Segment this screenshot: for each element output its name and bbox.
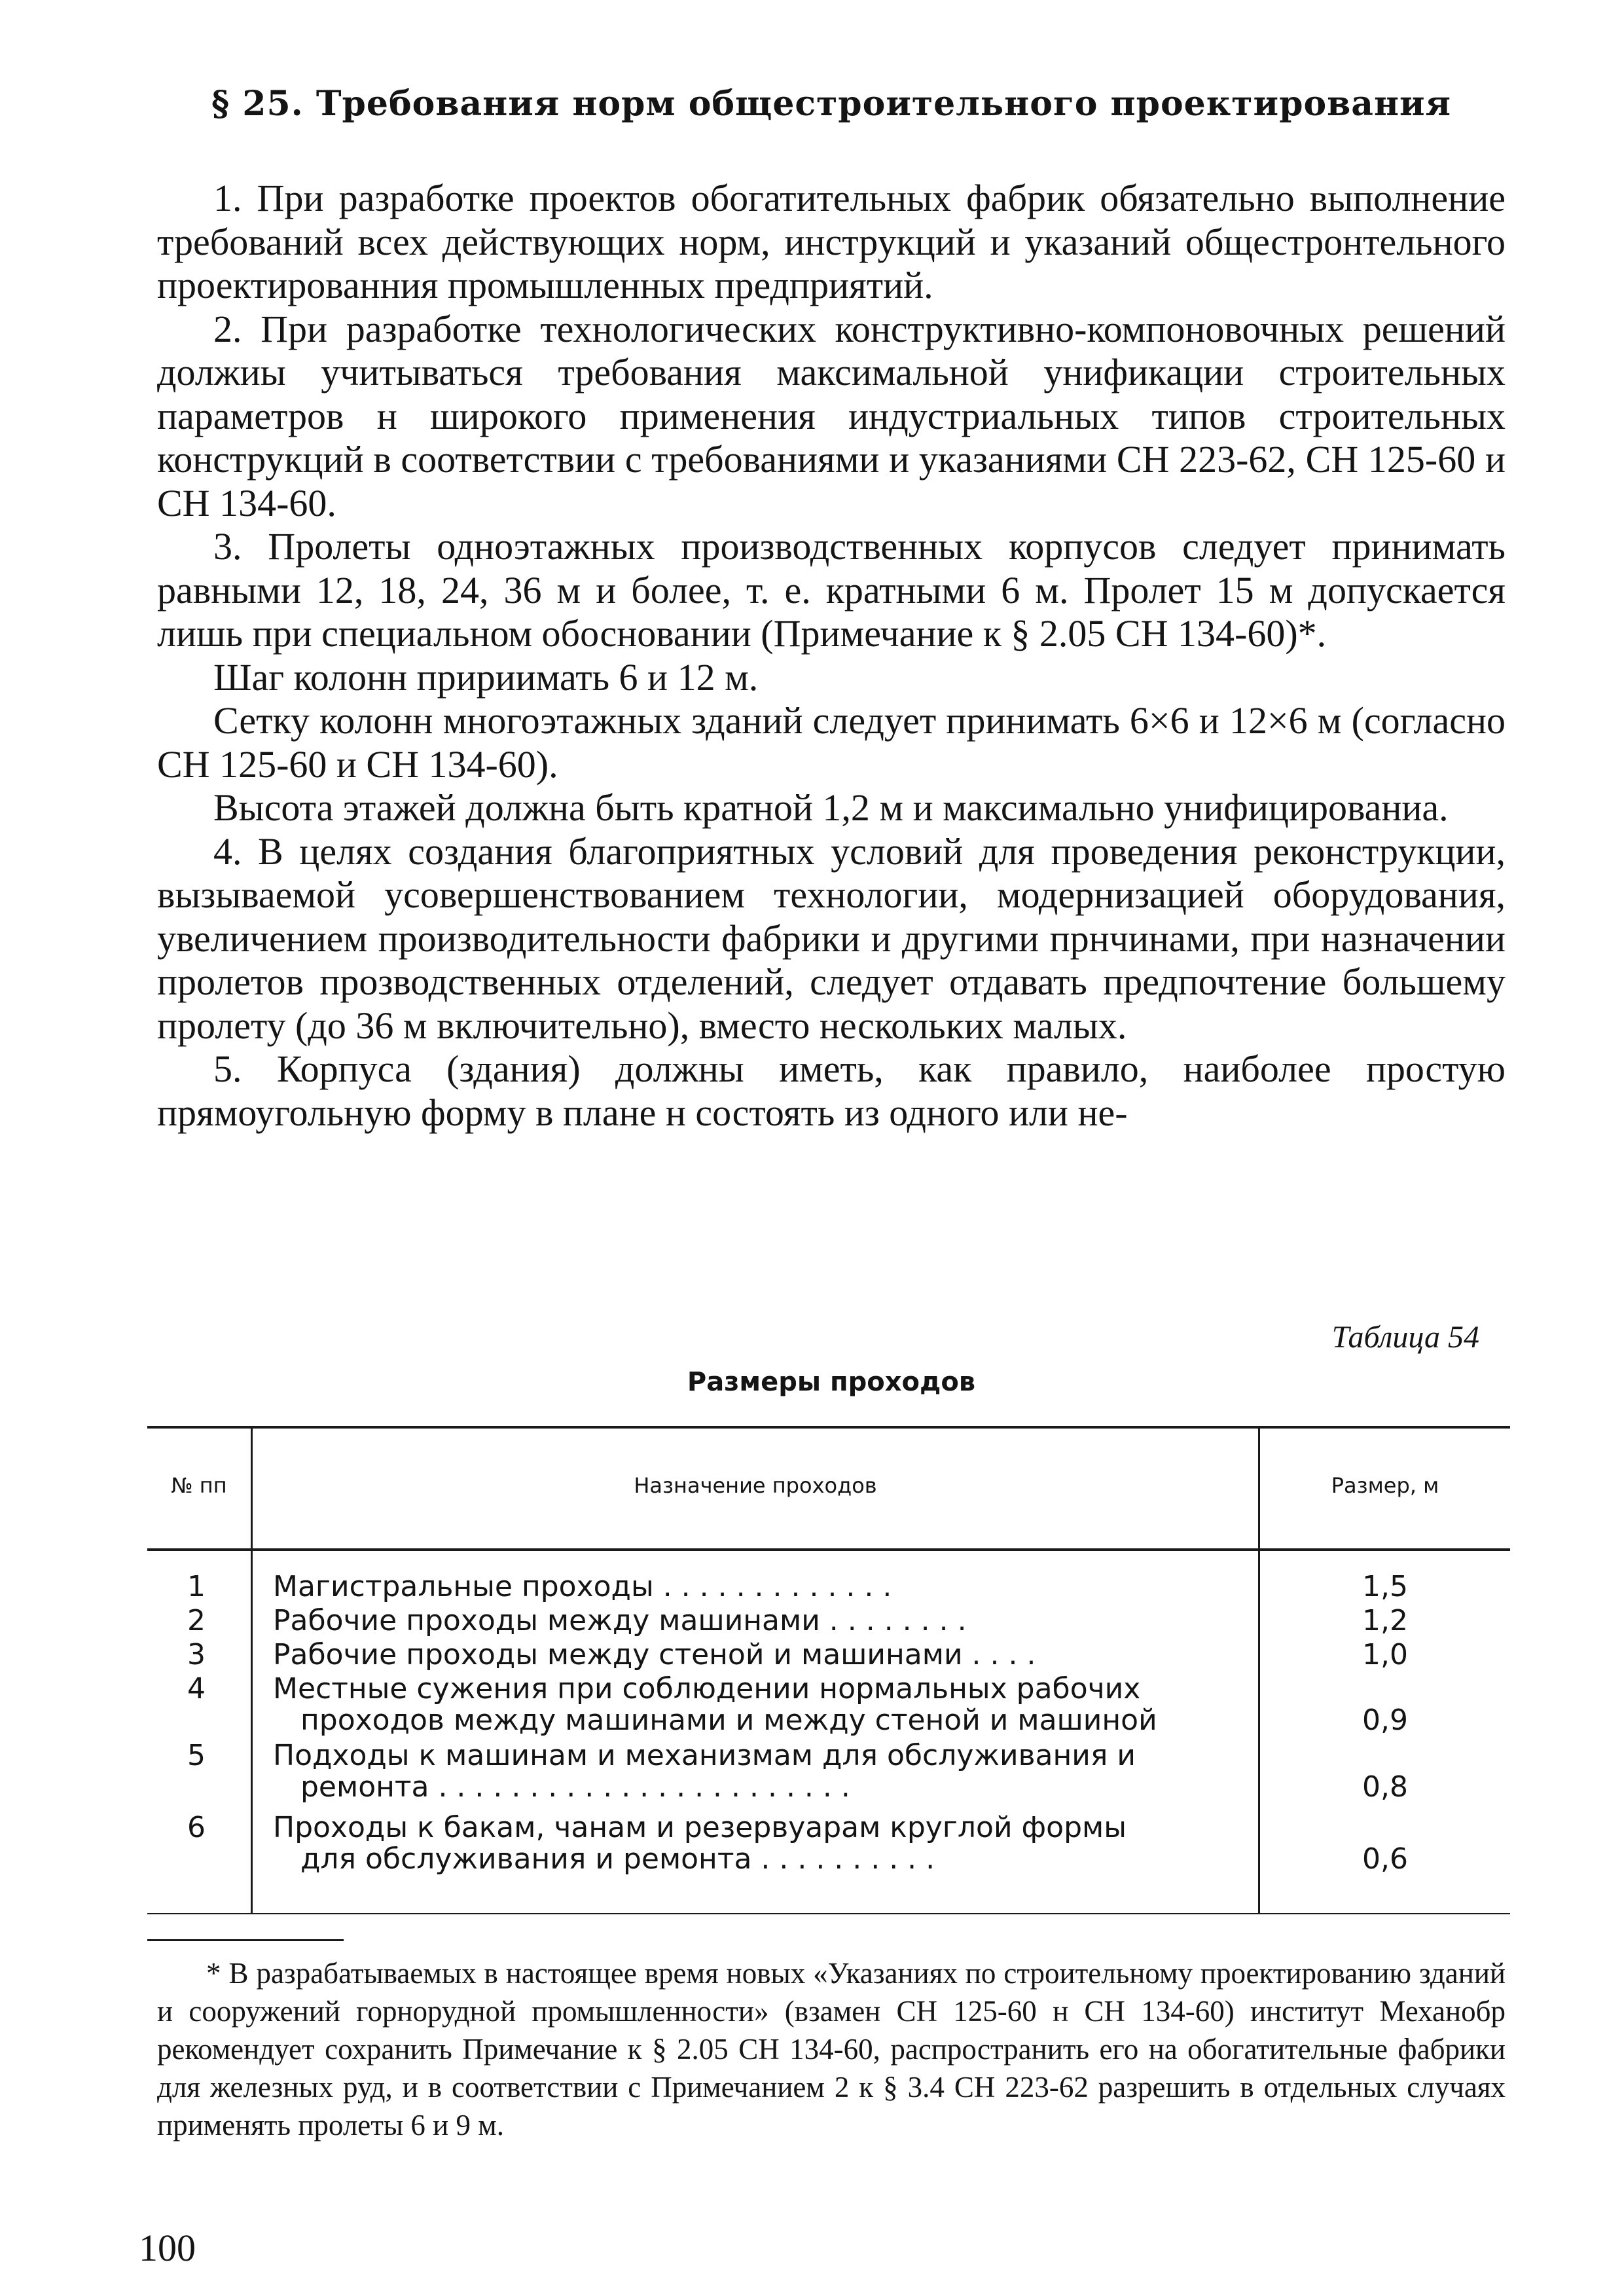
row-purpose [273,1740,1242,1803]
paragraph-column-grid: Сетку колонн многоэтажных зданий следует принимать 6×6 и 12×6 м (согласно СН 125-60 и СН 134-60). [157,699,1506,786]
row-purpose [273,1605,1242,1637]
table-caption: Таблица 54 [1331,1320,1479,1355]
paragraph-4: 4. В целях создания благоприятных условий для проведения реконструкции, вызываемой усовершенствованием технологии, модернизацией оборудования, увеличением производительности фабрики и другими прнчинами, при назначении пролетов прозводственных отделений, следует отдавать предпочтение большему пролету (до 36 м включительно), вместо нескольких малых. [157,829,1506,1047]
header-size: Размер, м [1331,1473,1439,1498]
row-purpose-line: Рабочие проходы между машинами . . . . . . . . [273,1605,967,1637]
row-size: 0,6 [1362,1842,1408,1876]
table-header-rule [147,1548,1510,1551]
section-title: § 25. Требования норм общестроительного проектирования [211,84,1452,124]
footnote: * В разрабатываемых в настоящее время новых «Указаниях по строительному проектированию зданий и сооружений горнорудной промышленности» (взамен СН 125-60 н СН 134-60) институт Механобр рекомендует сохранить Примечание к § 2.05 СН 134-60, распространить его на обогатительные фабрики для железных руд, и в соответствии с Примечанием 2 к § 3.4 СН 223-62 разрешить в отдельных случаях применять пролеты 6 и 9 м. [157,1957,1506,2141]
body-text [157,177,1506,1135]
row-purpose [273,1571,1242,1603]
row-purpose [273,1673,1242,1736]
row-size: 1,2 [1362,1604,1408,1637]
header-purpose: Назначение проходов [634,1473,877,1498]
row-purpose-line: Проходы к бакам, чанам и резервуарам круглой формы [273,1812,1127,1844]
header-num: № пп [171,1473,227,1498]
row-num: 1 [187,1570,206,1603]
row-size: 1,0 [1362,1638,1408,1671]
row-purpose-line: Местные сужения при соблюдении нормальных рабочих [273,1673,1141,1705]
row-purpose-line: ремонта . . . . . . . . . . . . . . . . . . . . . . . [300,1772,850,1803]
row-num: 5 [187,1739,206,1772]
row-num: 3 [187,1638,206,1671]
row-num: 2 [187,1604,206,1637]
paragraph-5: 5. Корпуса (здания) должны иметь, как правило, наиболее простую прямоугольную форму в плане н состоять из одного или не- [157,1048,1506,1134]
row-purpose-line: Магистральные проходы . . . . . . . . . . . . . [273,1571,892,1603]
table-title: Размеры проходов [687,1367,976,1397]
row-size: 0,9 [1362,1704,1408,1737]
paragraph-1: 1. При разработке проектов обогатительных фабрик обязательно выполнение требований всех действующих норм, инструкций и указаний общестронтельного проектированния промышленных предприятий. [157,177,1506,306]
row-purpose-line: Рабочие проходы между стеной и машинами . . . . [273,1639,1036,1671]
paragraph-column-step: Шаг колонн пририимать 6 и 12 м. [213,655,759,699]
document-page [139,0,1506,2296]
row-size: 1,5 [1362,1570,1408,1603]
row-purpose [273,1812,1242,1875]
table-column-divider [1258,1429,1260,1913]
passage-sizes-table [147,1426,1510,1914]
paragraph-2: 2. При разработке технологических конструктивно-компоновочных решений должиы учитываться требования максимальной унификации строительных параметров н широкого применения индустриальных типов строительных конструкций в соответствии с требованиями и указаниями СН 223-62, СН 125-60 и СН 134-60. [157,307,1506,524]
row-purpose-line: для обслуживания и ремонта . . . . . . . . . . [300,1844,935,1875]
table-column-divider [251,1429,253,1913]
row-purpose-line: проходов между машинами и между стеной и машиной [300,1705,1157,1736]
row-size: 0,8 [1362,1770,1408,1804]
paragraph-floor-height: Высота этажей должна быть кратной 1,2 м и максимально унифицированиа. [213,786,1449,829]
row-num: 6 [187,1811,206,1844]
row-purpose [273,1639,1242,1671]
row-purpose-line: Подходы к машинам и механизмам для обслуживания и [273,1740,1136,1772]
paragraph-3: 3. Пролеты одноэтажных производственных корпусов следует принимать равными 12, 18, 24, 36 м и более, т. е. кратными 6 м. Пролет 15 м допускается лишь при специальном обосновании (Примечание к § 2.05 СН 134-60)*. [157,525,1506,655]
row-num: 4 [187,1672,206,1705]
footnote-rule [147,1939,344,1941]
page-number: 100 [139,2227,196,2269]
